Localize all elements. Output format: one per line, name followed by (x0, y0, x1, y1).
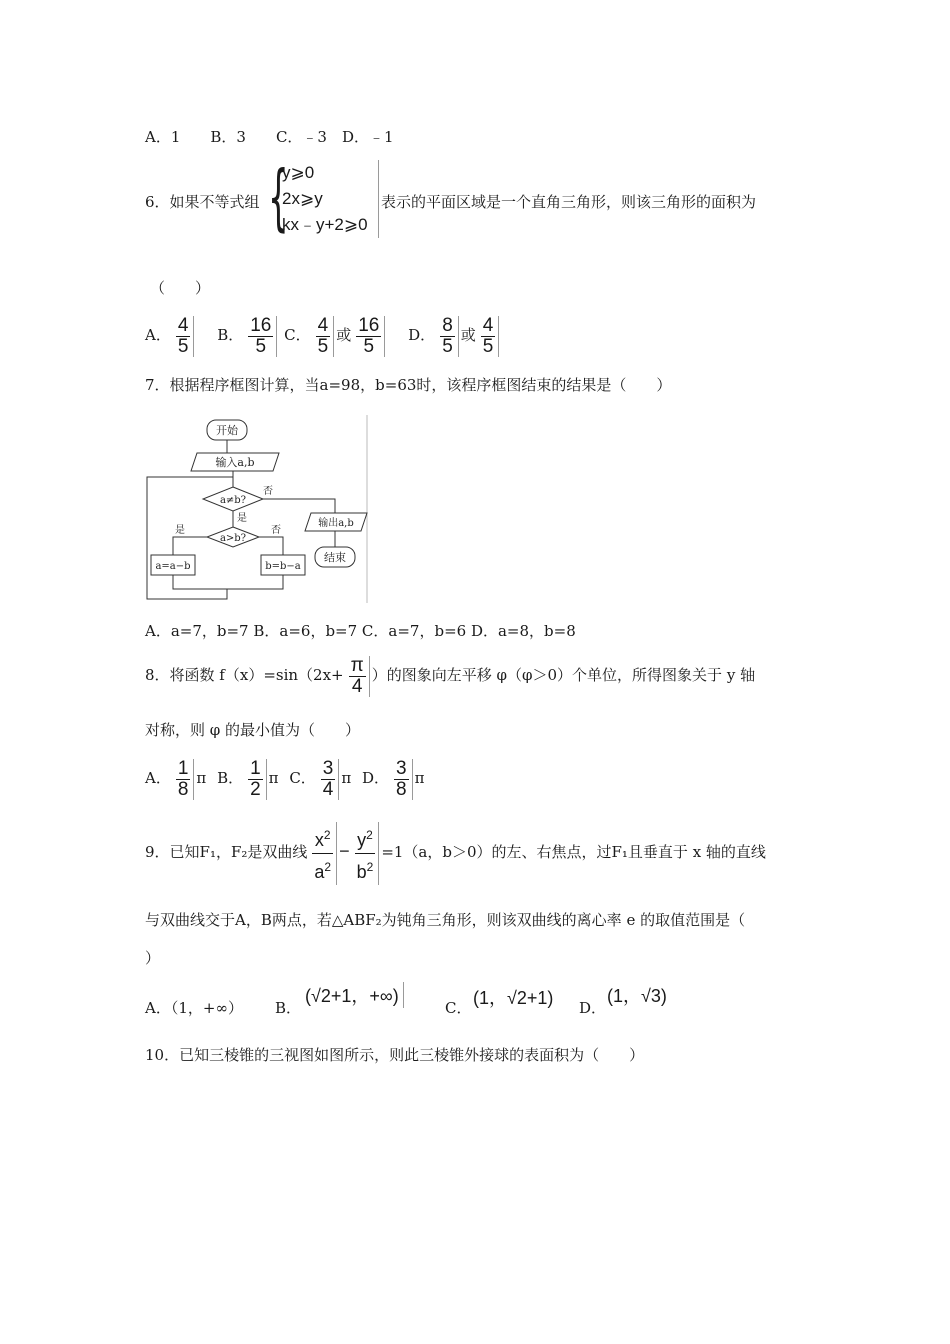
q6-prefix: 6．如果不等式组 (145, 193, 260, 211)
q6-option-d-joiner: 或 (460, 326, 476, 344)
q9-option-a: A．（1，+∞） (145, 999, 243, 1017)
q8-option-d-label: D． (362, 769, 390, 787)
flow-input-text: 输入a,b (215, 456, 255, 469)
q6-option-c-frac2: $\frac{16}{5}$ (353, 316, 385, 357)
q9-frac-x2-a2: $\frac{x^2}{a^2}$ (309, 822, 337, 885)
q6-option-c-label: C． (284, 326, 311, 344)
q9-line3: ） (145, 949, 161, 967)
q8-option-d-frac: $\frac{3}{8}$ (391, 759, 413, 800)
q6-option-d-frac2: $\frac{4}{5}$ (478, 316, 500, 357)
q8-option-b-label: B． (217, 769, 244, 787)
q6-suffix: 表示的平面区域是一个直角三角形，则该三角形的面积为 (381, 193, 757, 211)
q7-options: A．a=7，b=7 B．a=6，b=7 C．a=7，b=6 D．a=8，b=8 (145, 622, 576, 640)
flow-no2-label: 否 (271, 525, 281, 536)
q9-option-b: (√2+1，+∞) (305, 982, 404, 1008)
q8-option-a-tail: π (196, 769, 207, 787)
q10-text: 10．已知三棱锥的三视图如图所示，则此三棱锥外接球的表面积为（ ） (145, 1046, 645, 1064)
q8-options (145, 756, 424, 800)
flow-start-text: 开始 (216, 424, 238, 437)
q8-option-a-frac: $\frac{1}{8}$ (173, 759, 195, 800)
q6-option-a-frac: $\frac{4}{5}$ (173, 316, 195, 357)
q6-option-d-label: D． (408, 326, 436, 344)
q8-line2: 对称，则 φ 的最小值为（ ） (145, 721, 361, 739)
q8-pi-over-4: $\frac{\pi}{4}$ (346, 656, 370, 697)
q9-option-d: (1，√3) (607, 986, 667, 1006)
q6-ineq-3: kx﹣y+2⩾0 (282, 215, 368, 234)
flow-cond2-text: a>b? (219, 533, 247, 544)
q8-option-c-frac: $\frac{3}{4}$ (318, 759, 340, 800)
q8-option-a-label: A． (145, 769, 171, 787)
q6-ineq-2: 2x⩾y (282, 189, 323, 208)
flow-merge-line (173, 575, 283, 589)
flow-end-text: 结束 (324, 551, 346, 564)
q6-option-c-joiner: 或 (336, 326, 352, 344)
q6-option-a-label: A． (145, 326, 171, 344)
q6-option-c-frac1: $\frac{4}{5}$ (313, 316, 335, 357)
q8-prefix: 8．将函数 f（x）=sin（2x+ (145, 666, 344, 684)
q6-paren: （ ） (150, 279, 211, 297)
q9-suffix: =1（a，b＞0）的左、右焦点，过F₁且垂直于 x 轴的直线 (381, 843, 766, 861)
brace-icon: { (268, 155, 289, 239)
flow-no1-line (263, 499, 335, 513)
q5-options: A．1 B．3 C．﹣3 D．﹣1 (145, 128, 394, 146)
q9-minus: − (339, 841, 350, 861)
flow-yes1-label: 是 (237, 513, 247, 524)
q6-options (145, 313, 501, 357)
flow-output-text: 输出a,b (318, 518, 354, 529)
flow-yes2-label: 是 (175, 525, 185, 536)
q8-option-c-tail: π (341, 769, 352, 787)
q8-option-c-label: C． (289, 769, 316, 787)
q8-option-d-tail: π (414, 769, 425, 787)
q9-frac-y2-b2: $\frac{y^2}{b^2}$ (352, 822, 380, 885)
flow-no2-line (259, 537, 283, 555)
flow-no1-label: 否 (263, 486, 273, 497)
q9-prefix: 9．已知F₁，F₂是双曲线 (145, 843, 308, 861)
flow-yes2-line (173, 537, 207, 555)
q6-inequality-system (268, 155, 379, 239)
flow-left-box-text: a=a−b (155, 561, 191, 572)
q6-option-b-label: B． (217, 326, 244, 344)
q8-option-b-tail: π (268, 769, 279, 787)
q6-option-d-frac1: $\frac{8}{5}$ (437, 316, 459, 357)
flow-cond1-text: a≠b? (219, 495, 247, 506)
q9-line2: 与双曲线交于A，B两点，若△ABF₂为钝角三角形，则该双曲线的离心率 e 的取值范围是（ (145, 911, 746, 929)
q9-option-b-label: B． (275, 999, 302, 1017)
q7-flowchart (145, 415, 369, 605)
flow-right-box-text: b=b−a (265, 561, 301, 572)
q6-ineq-1: y⩾0 (282, 163, 315, 182)
q9-line1 (145, 820, 766, 885)
q8-line1 (145, 653, 755, 697)
q8-suffix: ）的图象向左平移 φ（φ＞0）个单位，所得图象关于 y 轴 (371, 666, 756, 684)
q9-option-d-label: D． (579, 999, 607, 1017)
q6-option-b-frac: $\frac{16}{5}$ (245, 316, 277, 357)
q8-option-b-frac: $\frac{1}{2}$ (245, 759, 267, 800)
q9-option-c: (1，√2+1) (473, 988, 554, 1008)
q9-option-c-label: C． (445, 999, 472, 1017)
q7-text: 7．根据程序框图计算，当a=98，b=63时，该程序框图结束的结果是（ ） (145, 376, 672, 394)
